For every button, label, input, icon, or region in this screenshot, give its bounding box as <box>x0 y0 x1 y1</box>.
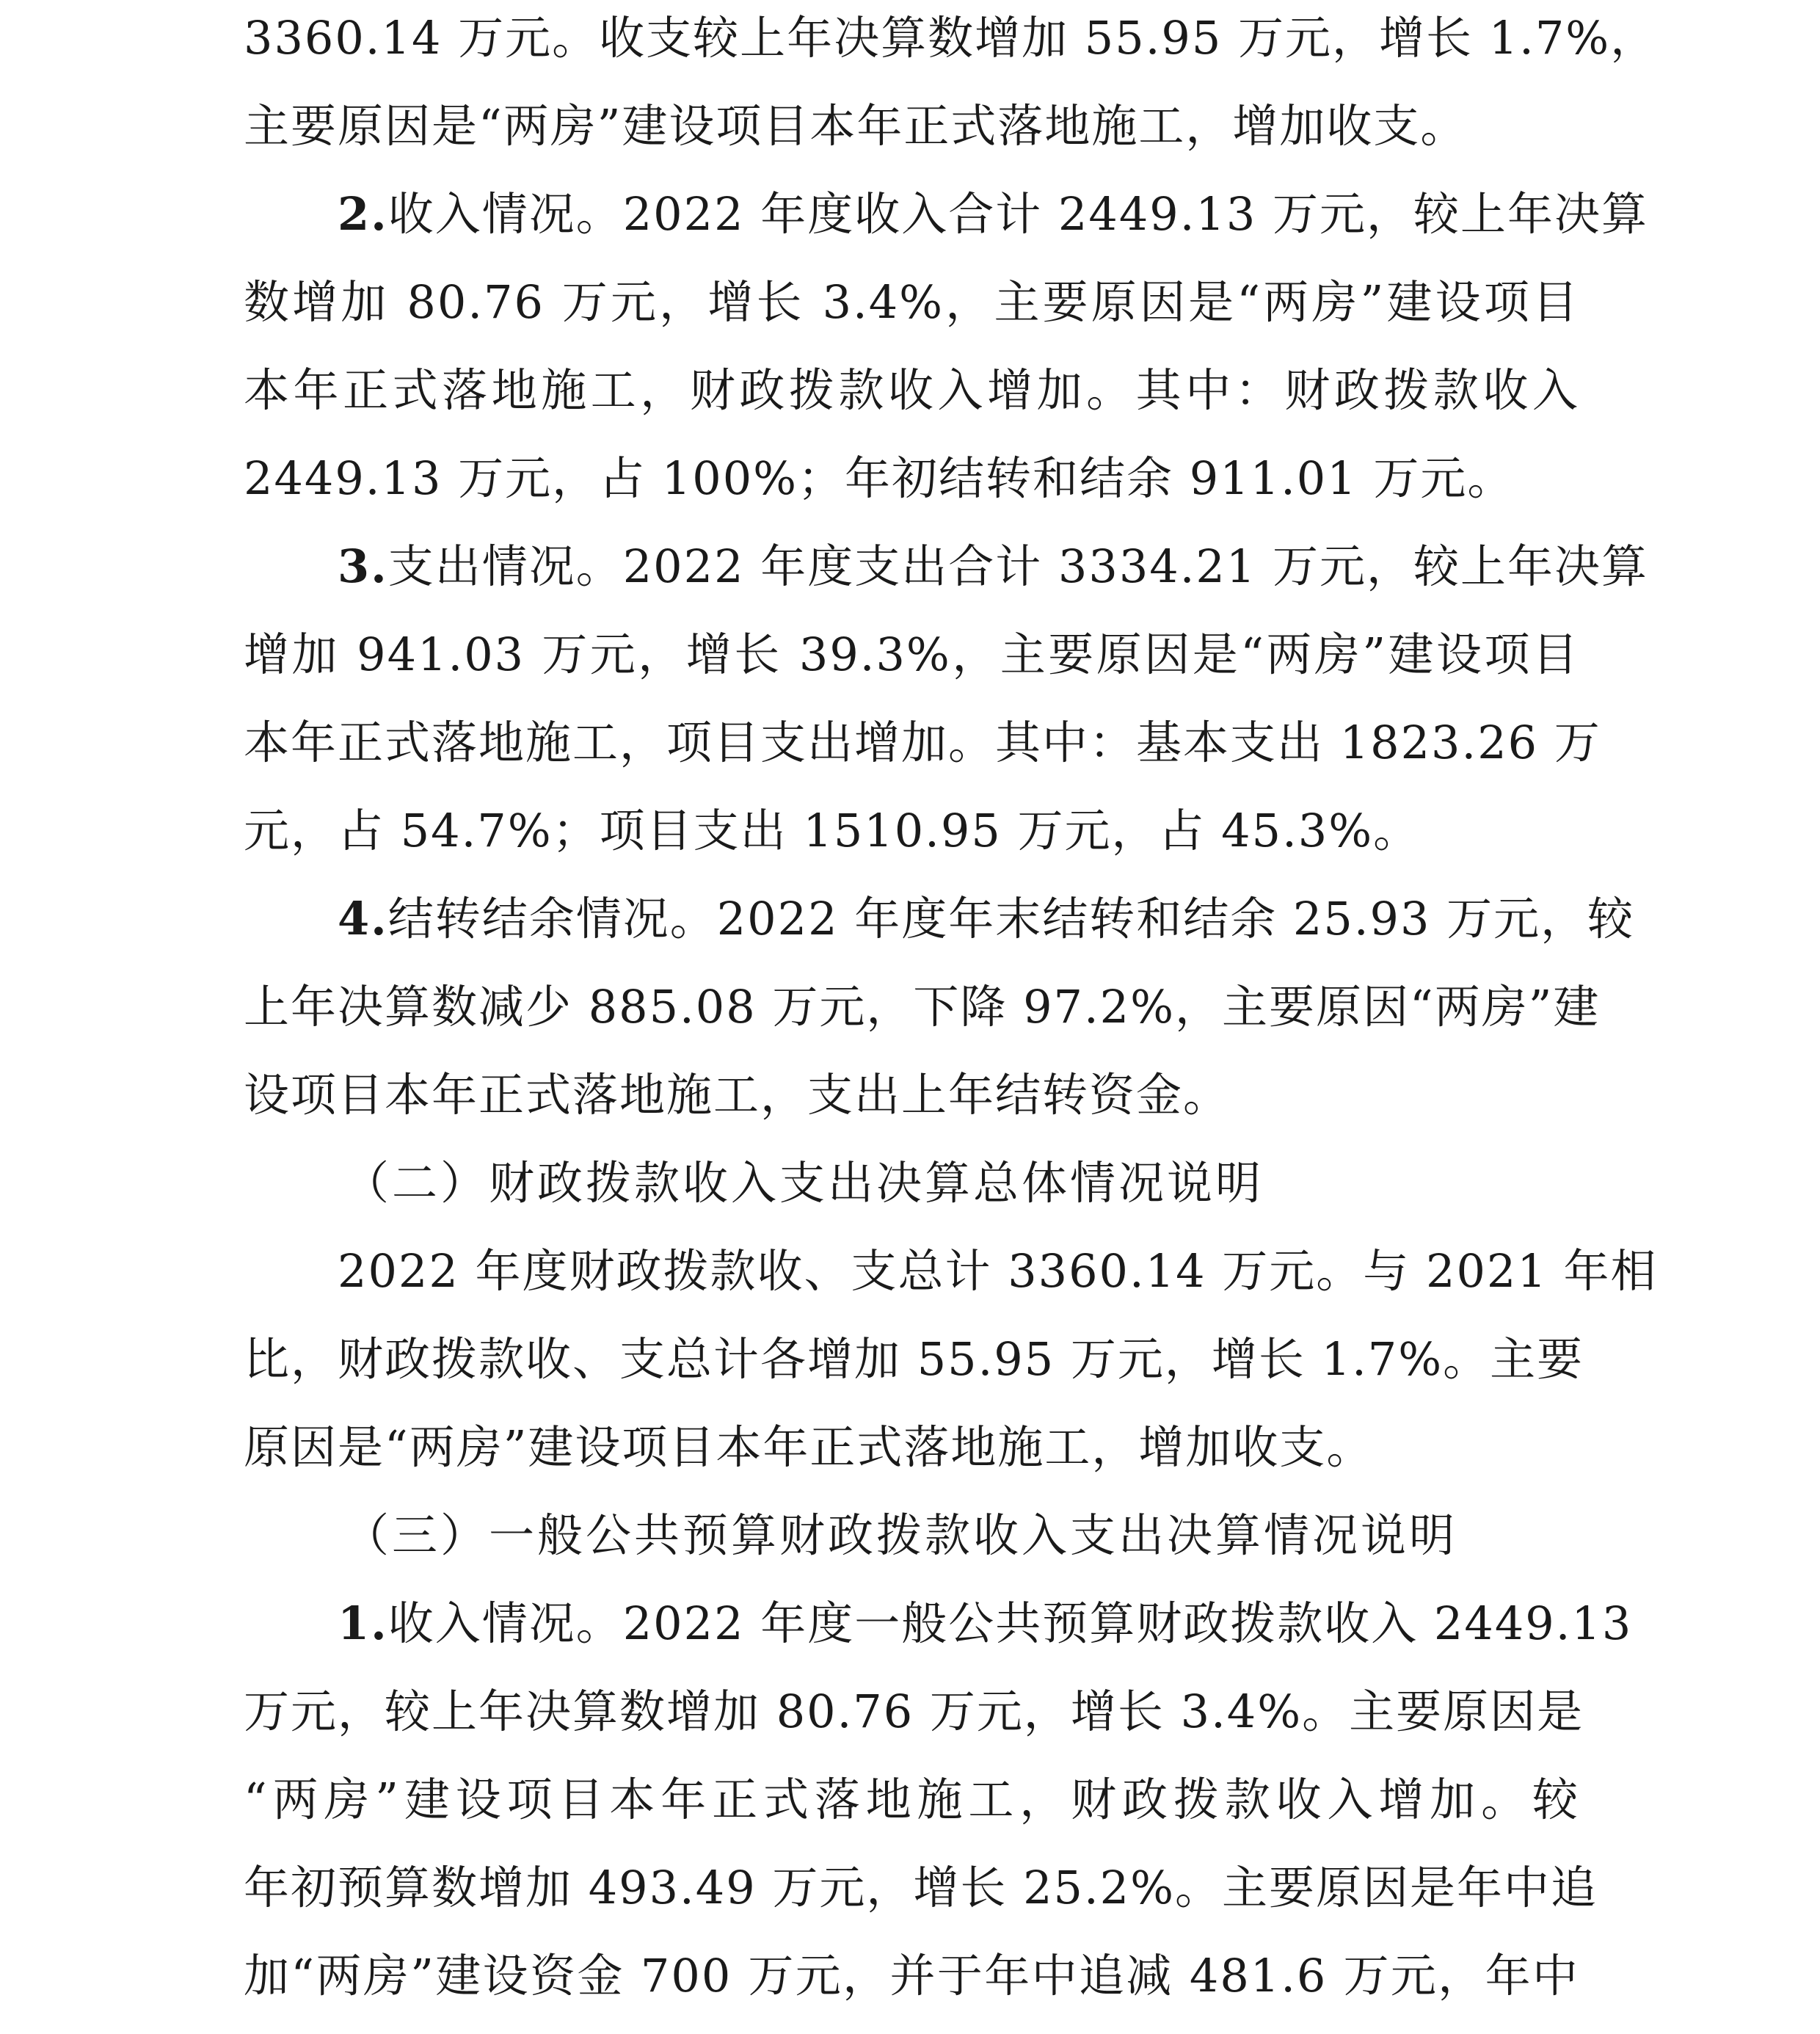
text-line: 年初预算数增加 493.49 万元，增长 25.2%。主要原因是年中追 <box>244 1861 1598 1914</box>
text-line: 3360.14 万元。收支较上年决算数增加 55.95 万元，增长 1.7%， <box>244 11 1658 65</box>
text-line: 数增加 80.76 万元，增长 3.4%，主要原因是“两房”建设项目 <box>244 275 1579 329</box>
section-2-heading-line: 2.收入情况。2022 年度收入合计 2449.13 万元，较上年决算 <box>338 187 1649 241</box>
text-line: 原因是“两房”建设项目本年正式落地施工，增加收支。 <box>244 1420 1374 1474</box>
text-line: 主要原因是“两房”建设项目本年正式落地施工，增加收支。 <box>244 99 1468 153</box>
subsection-heading-3: （三）一般公共预算财政拨款收入支出决算情况说明 <box>343 1508 1458 1562</box>
text-line: 设项目本年正式落地施工，支出上年结转资金。 <box>244 1068 1231 1122</box>
section-number: 1. <box>338 1597 388 1650</box>
text-line: 元，占 54.7%；项目支出 1510.95 万元，占 45.3%。 <box>244 804 1421 857</box>
text-line: 2449.13 万元，占 100%；年初结转和结余 911.01 万元。 <box>244 451 1515 505</box>
section-number: 2. <box>338 187 388 241</box>
text-line: 本年正式落地施工，财政拨款收入增加。其中：财政拨款收入 <box>244 363 1579 417</box>
text-line: 2022 年度财政拨款收、支总计 3360.14 万元。与 2021 年相 <box>338 1244 1658 1298</box>
section-1-heading-line: 1.收入情况。2022 年度一般公共预算财政拨款收入 2449.13 <box>338 1597 1633 1650</box>
text-line: “两房”建设项目本年正式落地施工，财政拨款收入增加。较 <box>244 1773 1579 1826</box>
section-3-heading-line: 3.支出情况。2022 年度支出合计 3334.21 万元，较上年决算 <box>338 540 1649 593</box>
section-4-heading-line: 4.结转结余情况。2022 年度年末结转和结余 25.93 万元，较 <box>338 892 1635 945</box>
section-number: 4. <box>338 892 388 945</box>
text-line: 本年正式落地施工，项目支出增加。其中：基本支出 1823.26 万 <box>244 716 1601 769</box>
text-line: 上年决算数减少 885.08 万元，下降 97.2%，主要原因“两房”建 <box>244 980 1601 1034</box>
text-line: 增加 941.03 万元，增长 39.3%，主要原因是“两房”建设项目 <box>244 628 1579 681</box>
text-line: 比，财政拨款收、支总计各增加 55.95 万元，增长 1.7%。主要 <box>244 1332 1584 1386</box>
text-line: 加“两房”建设资金 700 万元，并于年中追减 481.6 万元，年中 <box>244 1949 1579 2002</box>
section-number: 3. <box>338 540 388 593</box>
text-line: 万元，较上年决算数增加 80.76 万元，增长 3.4%。主要原因是 <box>244 1685 1584 1738</box>
subsection-heading-2: （二）财政拨款收入支出决算总体情况说明 <box>343 1156 1264 1210</box>
